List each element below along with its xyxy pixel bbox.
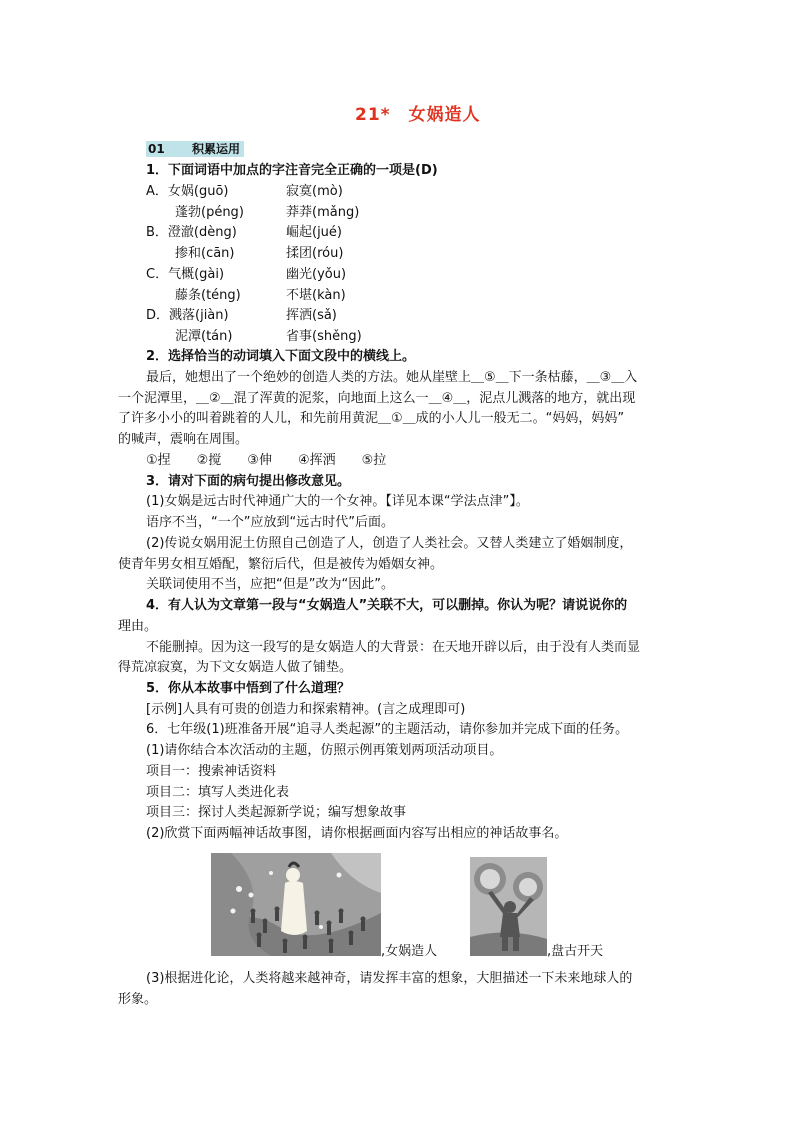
q1-option-b-word3: 掺和(cān) (175, 246, 235, 261)
q1-option-b-word2: 崛起(jué) (286, 225, 342, 240)
q6-part2: (2)欣赏下面两幅神话故事图，请你根据画面内容写出相应的神话故事名。 (146, 826, 568, 841)
pangu-illustration (470, 857, 547, 956)
q2-passage-line2: 一个泥潭里，＿②＿混了浑黄的泥浆，向地面上这么一＿④＿，泥点儿溅落的地方，就出现 (118, 391, 636, 406)
q1-option-c-word2: 幽光(yǒu) (286, 267, 347, 282)
q1-option-a: A．女娲(guō) (146, 184, 229, 199)
q1-option-b: B．澄澈(dèng) (146, 225, 237, 240)
caption-pangu: ,盘古开天 (547, 944, 604, 959)
q1-option-c-word4: 不堪(kàn) (286, 288, 346, 303)
q3-sentence2-line1: (2)传说女娲用泥土仿照自己创造了人，创造了人类社会。又替人类建立了婚姻制度， (146, 536, 633, 551)
q6-part3-line1: (3)根据进化论，人类将越来越神奇，请发挥丰富的想象，大胆描述一下未来地球人的 (146, 971, 633, 986)
q1-option-a-word3: 蓬勃(péng) (175, 205, 244, 220)
q6-part1: (1)请你结合本次活动的主题，仿照示例再策划两项活动项目。 (146, 743, 503, 758)
q6-item3: 项目三：探讨人类起源新学说；编写想象故事 (146, 805, 407, 820)
q1-option-a-word2: 寂寞(mò) (286, 184, 343, 199)
q2-choices: ①捏 ②搅 ③伸 ④挥洒 ⑤拉 (146, 453, 387, 468)
section-header (146, 141, 244, 157)
q5-stem: 5．你从本故事中悟到了什么道理？ (146, 681, 351, 696)
q3-sentence1: (1)女娲是远古时代神通广大的一个女神。【详见本课“学法点津”】。 (146, 494, 529, 509)
q3-sentence2-line2: 使青年男女相互婚配，繁衍后代，但是被传为婚姻女神。 (118, 557, 444, 572)
section-number: 01 (148, 142, 165, 156)
q4-stem-line2: 理由。 (118, 619, 158, 634)
section-label: 积累运用 (192, 142, 241, 156)
page-title: 21* 女娲造人 (355, 105, 481, 125)
q3-answer2: 关联词使用不当，应把“但是”改为“因此”。 (146, 577, 394, 592)
q4-answer-line2: 得荒凉寂寞，为下文女娲造人做了铺垫。 (118, 660, 353, 675)
q6-item1: 项目一：搜索神话资料 (146, 764, 277, 779)
q4-answer-line1: 不能删掉。因为这一段写的是女娲造人的大背景：在天地开辟以后，由于没有人类而显 (146, 640, 641, 655)
q6-part3-line2: 形象。 (118, 992, 158, 1007)
q1-stem: 1．下面词语中加点的字注音完全正确的一项是(D) (146, 163, 438, 178)
q4-stem: 4．有人认为文章第一段与“女娲造人”关联不大，可以删掉。你认为呢？请说说你的 (146, 598, 628, 613)
nuwa-illustration (211, 853, 381, 956)
q1-option-c: C．气概(gài) (146, 267, 225, 282)
q3-stem: 3．请对下面的病句提出修改意见。 (146, 474, 351, 489)
q1-option-c-word3: 藤条(téng) (175, 288, 241, 303)
q2-passage-line4: 的喊声，震响在周围。 (118, 432, 249, 447)
q3-answer1: 语序不当，“一个”应放到“远古时代”后面。 (146, 515, 394, 530)
q2-stem: 2．选择恰当的动词填入下面文段中的横线上。 (146, 349, 416, 364)
q1-option-b-word4: 揉团(róu) (286, 246, 344, 261)
caption-nuwa: ,女娲造人 (381, 944, 438, 959)
q6-stem: 6．七年级(1)班准备开展“追寻人类起源”的主题活动，请你参加并完成下面的任务。 (146, 722, 629, 737)
q5-answer: [示例]人具有可贵的创造力和探索精神。(言之成理即可) (146, 702, 466, 717)
q6-item2: 项目二：填写人类进化表 (146, 785, 290, 800)
q1-option-d-word3: 泥潭(tán) (175, 329, 233, 344)
q1-option-d-word2: 挥洒(sǎ) (286, 308, 337, 323)
q1-option-a-word4: 莽莽(mǎng) (286, 205, 360, 220)
q2-passage-line3: 了许多小小的叫着跳着的人儿，和先前用黄泥＿①＿成的小人儿一般无二。“妈妈，妈妈” (118, 411, 625, 426)
q1-option-d-word4: 省事(shěng) (286, 329, 362, 344)
q2-passage-line1: 最后，她想出了一个绝妙的创造人类的方法。她从崖壁上＿⑤＿下一条枯藤，＿③＿入 (146, 370, 638, 385)
q1-option-d: D．溅落(jiàn) (146, 308, 229, 323)
q4-stem-line1 (146, 597, 627, 615)
